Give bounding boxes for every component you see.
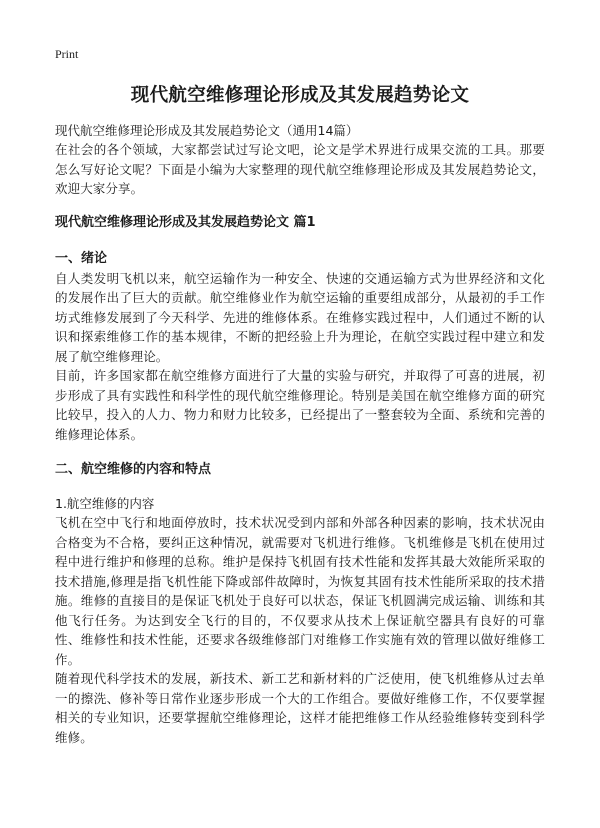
- intro-paragraph: 在社会的各个领域，大家都尝试过写论文吧，论文是学术界进行成果交流的工具。那要怎么写好论文呢？下面是小编为大家整理的现代航空维修理论形成及其发展趋势论文，欢迎大家分享。: [55, 142, 545, 196]
- sub-heading: 1.航空维修的内容: [55, 496, 155, 511]
- document-title: 现代航空维修理论形成及其发展趋势论文: [130, 85, 470, 106]
- document-subtitle: 现代航空维修理论形成及其发展趋势论文（通用14篇）: [55, 123, 359, 138]
- article-heading: 现代航空维修理论形成及其发展趋势论文 篇1: [55, 214, 316, 230]
- body-paragraph: 随着现代科学技术的发展，新技术、新工艺和新材料的广泛使用，使飞机维修从过去单一的擦洗、修补等日常作业逐步形成一个大的工作组合。要做好维修工作，不仅要掌握相关的专业知识，还要掌握航空维修理论，这样才能把维修工作从经验维修转变到科学维修。: [55, 671, 545, 745]
- section-heading: 二、航空维修的内容和特点: [55, 462, 212, 477]
- section-heading: 一、绪论: [55, 250, 108, 266]
- body-paragraph: 目前，许多国家都在航空维修方面进行了大量的实验与研究，并取得了可喜的进展，初步形成了具有实践性和科学性的现代航空维修理论。特别是美国在航空维修方面的研究比较早，投入的人力、物力和财力比较多，已经提出了一整套较为全面、系统和完善的维修理论体系。: [55, 368, 545, 442]
- body-paragraph: 自人类发明飞机以来，航空运输作为一种安全、快速的交通运输方式为世界经济和文化的发展作出了巨大的贡献。航空维修业作为航空运输的重要组成部分，从最初的手工作坊式维修发展到了今天科学、先进的维修体系。在维修实践过程中，人们通过不断的认识和探索维修工作的基本规律，不断的把经验上升为理论，在航空实践过程中建立和发展了航空维修理论。: [55, 270, 545, 364]
- body-paragraph: 飞机在空中飞行和地面停放时，技术状况受到内部和外部各种因素的影响，技术状况由合格变为不合格，要纠正这种情况，就需要对飞机进行维修。飞机维修是飞机在使用过程中进行维护和修理的总称。维护是保持飞机固有技术性能和发挥其最大效能所采取的技术措施,修理是指飞机性能下降或部件故障时，为恢复其固有技术性能所采取的技术措施。维修的直接目的是保证飞机处于良好可以状态，保证飞机圆满完成运输、训练和其他飞行任务。为达到安全飞行的目的，不仅要求从技术上保证航空器具有良好的可靠性、维修性和技术性能，还要求各级维修部门对维修工作实施有效的管理以做好维修工作。: [55, 515, 545, 667]
- print-link[interactable]: Print: [55, 47, 79, 61]
